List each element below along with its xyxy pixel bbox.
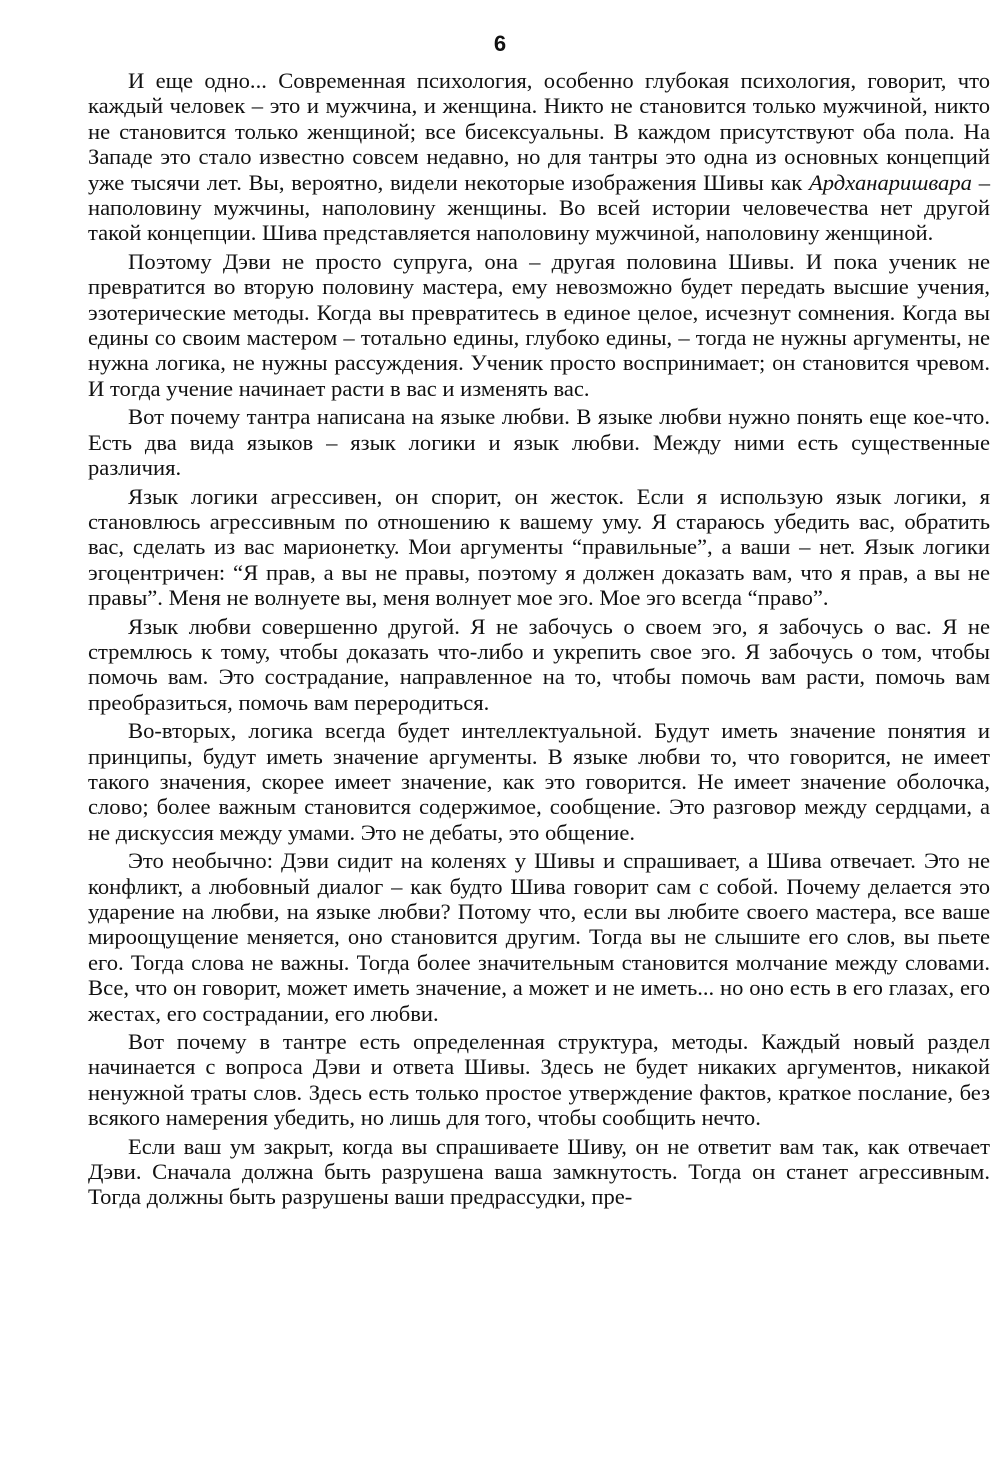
paragraph-4: Язык логики агрессивен, он спорит, он жесток. Если я использую язык логики, я становлюсь агрессивным по отношению к вашему уму. Я стараюсь убедить вас, обратить вас, сделать из вас марионетку. Мои аргументы “правильные”, а ваши – нет. Язык логики эгоцентричен: “Я прав, а вы не правы, поэтому я должен доказать вам, что я прав, а вы не правы”. Меня не волнуете вы, меня волнует мое эго. Мое эго всегда “право”. — [88, 483, 990, 611]
page-text — [88, 68, 990, 1213]
page-number: 6 — [493, 31, 507, 56]
paragraph-1-after: – наполовину мужчины, наполовину женщины. Во всей истории человечества нет другой такой концепции. Шива представляется наполовину мужчиной, наполовину женщиной. — [88, 169, 990, 246]
paragraph-1-emphasis: Ардханаришвара — [808, 169, 972, 195]
paragraph-1-before: И еще одно... Современная психология, особенно глубокая психология, говорит, что каждый человек – это и мужчина, и женщина. Никто не становится только мужчиной, никто не становится только женщиной; все бисексуальны. В каждом присутствуют оба пола. На Западе это стало известно совсем недавно, но для тантры это одна из основных концепций уже тысячи лет. Вы, вероятно, видели некоторые изображения Шивы как — [88, 68, 990, 195]
paragraph-2: Поэтому Дэви не просто супруга, она – другая половина Шивы. И пока ученик не превратится во вторую половину мастера, ему невозможно будет передать высшие учения, эзотерические методы. Когда вы превратитесь в единое целое, исчезнут сомнения. Когда вы едины со своим мастером – тотально едины, глубоко едины, – тогда не нужны аргументы, не нужна логика, не нужны рассуждения. Ученик просто воспринимает; он становится чревом. И тогда учение начинает расти в вас и изменять вас. — [88, 248, 990, 401]
paragraph-9: Если ваш ум закрыт, когда вы спрашиваете Шиву, он не ответит вам так, как отвечает Дэви. Сначала должна быть разрушена ваша замкнутость. Тогда он станет агрессивным. Тогда должны быть разрушены ваши предрассудки, пре- — [88, 1133, 990, 1210]
paragraph-8: Вот почему в тантре есть определенная структура, методы. Каждый новый раздел начинается с вопроса Дэви и ответа Шивы. Здесь не будет никаких аргументов, никакой ненужной траты слов. Здесь есть только простое утверждение фактов, краткое послание, без всякого намерения убедить, но лишь для того, чтобы сообщить нечто. — [88, 1029, 990, 1131]
paragraph-1 — [88, 68, 990, 246]
paragraph-5: Язык любви совершенно другой. Я не забочусь о своем эго, я забочусь о вас. Я не стремлюсь к тому, чтобы доказать что-либо и укрепить свое эго. Я забочусь о том, чтобы помочь вам. Это сострадание, направленное на то, чтобы помочь вам расти, помочь вам преобразиться, помочь вам переродиться. — [88, 613, 990, 715]
paragraph-3: Вот почему тантра написана на языке любви. В языке любви нужно понять еще кое-что. Есть два вида языков – язык логики и язык любви. Между ними есть существенные различия. — [88, 404, 990, 481]
paragraph-7: Это необычно: Дэви сидит на коленях у Шивы и спрашивает, а Шива отвечает. Это не конфликт, а любовный диалог – как будто Шива говорит сам с собой. Почему делается это ударение на любви, на языке любви? Потому что, если вы любите своего мастера, все ваше мироощущение меняется, оно становится другим. Тогда вы не слышите его слов, вы пьете его. Тогда слова не важны. Тогда более значительным становится молчание между словами. Все, что он говорит, может иметь значение, а может и не иметь... но оно есть в его глазах, его жестах, его сострадании, его любви. — [88, 848, 990, 1026]
paragraph-6: Во-вторых, логика всегда будет интеллектуальной. Будут иметь значение понятия и принципы, будут иметь значение аргументы. В языке любви то, что говорится, не имеет такого значения, скорее имеет значение, как это говорится. Не имеет значение оболочка, слово; более важным становится содержимое, сообщение. Это разговор между сердцами, а не дискуссия между умами. Это не дебаты, это общение. — [88, 718, 990, 845]
